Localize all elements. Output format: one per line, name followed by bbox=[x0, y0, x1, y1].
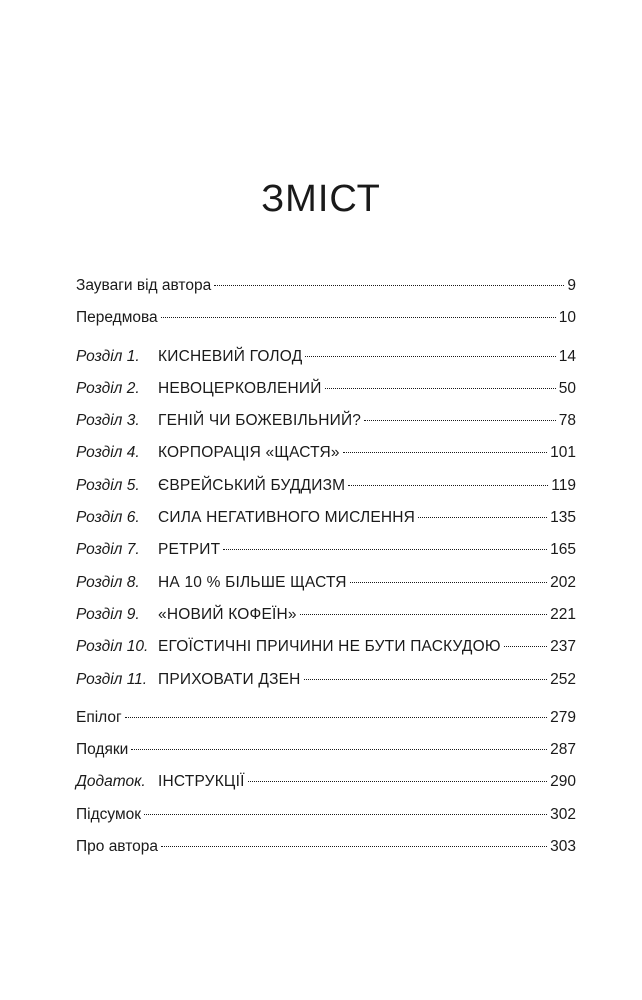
toc-entry-chapter-8[interactable] bbox=[76, 567, 576, 599]
dot-leader bbox=[364, 420, 556, 421]
dot-leader bbox=[305, 356, 555, 357]
chapter-title: КОРПОРАЦІЯ «ЩАСТЯ» bbox=[158, 444, 340, 462]
toc-entry-text: Епілог bbox=[76, 708, 122, 726]
dot-leader bbox=[304, 679, 548, 680]
toc-page-number: 101 bbox=[550, 444, 576, 462]
dot-leader bbox=[223, 549, 547, 550]
toc-entry-chapter-7[interactable] bbox=[76, 534, 576, 566]
chapter-title: НЕВОЦЕРКОВЛЕНИЙ bbox=[158, 379, 322, 397]
toc-entry-acknowledgements[interactable] bbox=[76, 734, 576, 766]
toc-page-number: 252 bbox=[550, 670, 576, 688]
toc-page-number: 237 bbox=[550, 638, 576, 656]
toc-entry-chapter-10[interactable] bbox=[76, 631, 576, 663]
dot-leader bbox=[418, 517, 547, 518]
table-of-contents bbox=[76, 270, 576, 863]
back-matter bbox=[76, 702, 576, 863]
dot-leader bbox=[350, 582, 547, 583]
chapter-title: РЕТРИТ bbox=[158, 541, 221, 559]
toc-entry-about-author[interactable] bbox=[76, 831, 576, 863]
chapter-title: КИСНЕВИЙ ГОЛОД bbox=[158, 347, 303, 365]
toc-entry-text: Передмова bbox=[76, 309, 158, 327]
toc-page-number: 10 bbox=[558, 309, 576, 327]
dot-leader bbox=[214, 285, 564, 286]
page-title: ЗМІСТ bbox=[261, 178, 381, 220]
dot-leader bbox=[131, 749, 547, 750]
chapter-title: ПРИХОВАТИ ДЗЕН bbox=[158, 670, 301, 688]
chapter-label: Розділ 11. bbox=[76, 670, 148, 688]
toc-entry-chapter-9[interactable] bbox=[76, 599, 576, 631]
toc-page-number: 119 bbox=[551, 476, 576, 494]
toc-page-number: 221 bbox=[550, 605, 576, 623]
dot-leader bbox=[161, 317, 556, 318]
toc-page-number: 279 bbox=[550, 708, 576, 726]
toc-entry-chapter-5[interactable] bbox=[76, 470, 576, 502]
dot-leader bbox=[504, 646, 547, 647]
toc-page-number: 78 bbox=[558, 412, 576, 430]
toc-page-number: 50 bbox=[558, 379, 576, 397]
toc-entry-summary[interactable] bbox=[76, 799, 576, 831]
toc-entry-text: Про автора bbox=[76, 838, 158, 856]
toc-entry-text: Зауваги від автора bbox=[76, 277, 212, 294]
chapter-title: СИЛА НЕГАТИВНОГО МИСЛЕННЯ bbox=[158, 509, 416, 527]
chapter-title: ГЕНІЙ ЧИ БОЖЕВІЛЬНИЙ? bbox=[158, 412, 362, 430]
toc-entry-chapter-2[interactable] bbox=[76, 373, 576, 405]
chapter-label: Розділ 7. bbox=[76, 541, 140, 559]
chapter-title: НА 10 % БІЛЬШЕ ЩАСТЯ bbox=[158, 573, 347, 591]
dot-leader bbox=[325, 388, 556, 389]
dot-leader bbox=[248, 781, 548, 782]
chapter-label: Розділ 1. bbox=[76, 347, 140, 365]
dot-leader bbox=[125, 717, 547, 718]
toc-page-number: 202 bbox=[550, 573, 576, 591]
chapter-label: Розділ 8. bbox=[76, 573, 140, 591]
toc-entry-chapter-4[interactable] bbox=[76, 437, 576, 469]
appendix-title: ІНСТРУКЦІЇ bbox=[158, 773, 245, 791]
chapter-label: Розділ 10. bbox=[76, 638, 149, 656]
toc-page-number: 135 bbox=[550, 509, 576, 527]
toc-page-number: 290 bbox=[550, 773, 576, 791]
toc-page-number: 302 bbox=[550, 805, 576, 823]
dot-leader bbox=[300, 614, 547, 615]
chapter-label: Розділ 2. bbox=[76, 379, 140, 397]
chapter-title: «НОВИЙ КОФЕЇН» bbox=[158, 605, 297, 623]
chapter-label: Розділ 6. bbox=[76, 509, 140, 527]
toc-entry-text: Подяки bbox=[76, 741, 129, 759]
toc-page-number: 303 bbox=[550, 838, 576, 856]
toc-page-number: 9 bbox=[567, 277, 576, 294]
chapter-title: ЕГОЇСТИЧНІ ПРИЧИНИ НЕ БУТИ ПАСКУДОЮ bbox=[158, 638, 501, 656]
toc-entry-foreword[interactable] bbox=[76, 302, 576, 334]
chapter-label: Розділ 3. bbox=[76, 412, 140, 430]
toc-entry-epilogue[interactable] bbox=[76, 702, 576, 734]
front-matter bbox=[76, 270, 576, 335]
dot-leader bbox=[348, 485, 548, 486]
appendix-label: Додаток. bbox=[76, 773, 146, 791]
toc-entry-author-note[interactable] bbox=[76, 270, 576, 302]
toc-entry-chapter-3[interactable] bbox=[76, 405, 576, 437]
chapters bbox=[76, 341, 576, 696]
dot-leader bbox=[144, 814, 547, 815]
chapter-title: ЄВРЕЙСЬКИЙ БУДДИЗМ bbox=[158, 476, 346, 494]
chapter-label: Розділ 9. bbox=[76, 605, 140, 623]
toc-entry-chapter-1[interactable] bbox=[76, 341, 576, 373]
toc-entry-chapter-6[interactable] bbox=[76, 502, 576, 534]
toc-entry-appendix[interactable] bbox=[76, 766, 576, 798]
toc-entry-chapter-11[interactable] bbox=[76, 664, 576, 696]
toc-page-number: 165 bbox=[550, 541, 576, 559]
chapter-label: Розділ 5. bbox=[76, 476, 140, 494]
dot-leader bbox=[161, 846, 547, 847]
toc-entry-text: Підсумок bbox=[76, 805, 142, 823]
chapter-label: Розділ 4. bbox=[76, 444, 140, 462]
dot-leader bbox=[343, 452, 547, 453]
toc-page-number: 14 bbox=[558, 347, 576, 365]
toc-page-number: 287 bbox=[550, 741, 576, 759]
